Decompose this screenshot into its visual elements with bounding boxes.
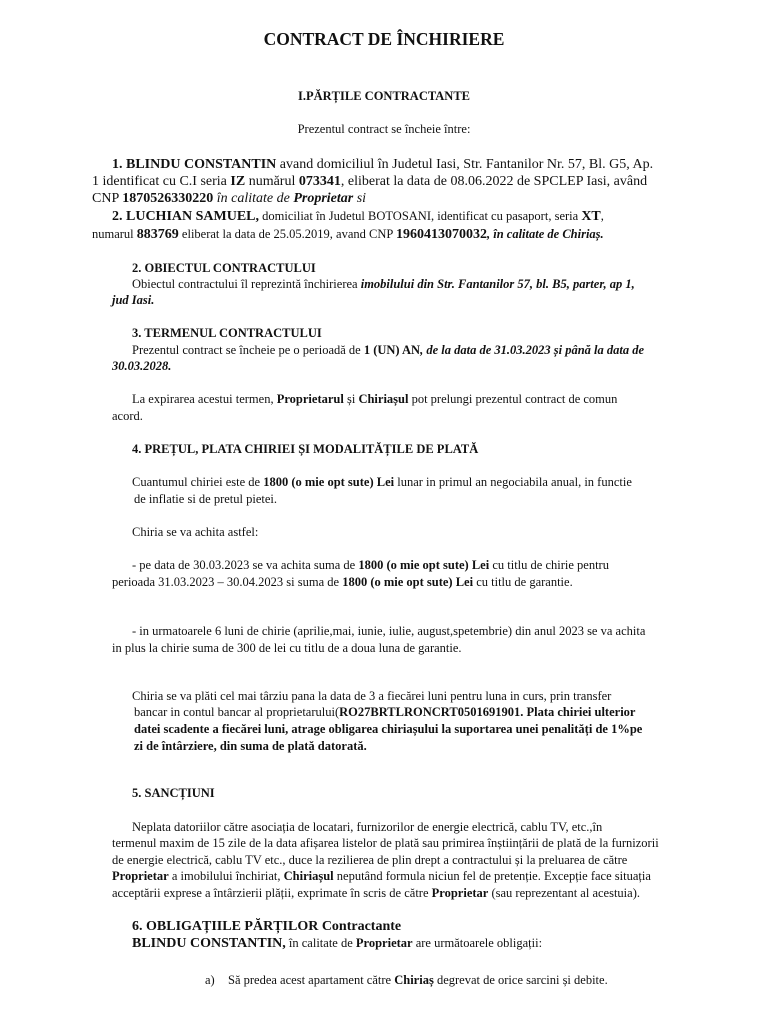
party-1-line-3: CNP 1870526330220 în calitate de Proprietar si	[92, 191, 367, 206]
deposit-installments-line-1: - in urmatoarele 6 luni de chirie (aprilie,mai, iunie, iulie, august,spetembrie) din anul 2023 se va achita	[132, 624, 646, 638]
owner-obligations-intro: BLINDU CONSTANTIN, în calitate de Proprietar are următoarele obligații:	[132, 936, 543, 951]
document-title: CONTRACT DE ÎNCHIRIERE	[263, 29, 505, 49]
obligation-a-text: Să predea acest apartament către Chiriaș degrevat de orice sarcini și debite.	[228, 973, 608, 987]
sanctions-line-5: acceptării exprese a întârzierii plății, exprimate în scris de către Proprietar (sau reprezentant al acestuia).	[112, 886, 640, 900]
obligation-a-marker: a)	[205, 973, 215, 987]
section-3-extension-line-2: acord.	[112, 409, 143, 423]
section-2-line-1: Obiectul contractului îl reprezintă închirierea imobilului din Str. Fantanilor 57, bl. B5, parter, ap 1,	[132, 277, 635, 291]
sanctions-line-4: Proprietar a imobilului închiriat, Chiriașul neputând formula niciun fel de pretenție. Excepție face situația	[112, 869, 651, 883]
party-1-line-2: 1 identificat cu C.I seria IZ numărul 073341, eliberat la data de 08.06.2022 de SPCLEP Iasi, având	[92, 174, 648, 189]
section-1-heading: I.PĂRȚILE CONTRACTANTE	[297, 89, 470, 103]
section-3-extension-line-1: La expirarea acestui termen, Proprietarul și Chiriașul pot prelungi prezentul contract de comun	[132, 392, 618, 406]
rent-amount-line-1: Cuantumul chiriei este de 1800 (o mie opt sute) Lei lunar in primul an negociabila anual, in functie	[132, 475, 632, 489]
payment-terms-line-3: datei scadente a fiecărei luni, atrage obligarea chiriașului la suportarea unei penalități de 1%pe	[134, 722, 643, 736]
party-2-line-2: numarul 883769 eliberat la data de 25.05.2019, avand CNP 1960413070032, în calitate de Chiriaș.	[92, 227, 604, 242]
payment-terms-line-1: Chiria se va plăti cel mai târziu pana la data de 3 a fiecărei luni pentru luna in curs, prin transfer	[132, 689, 612, 703]
section-4-heading: 4. PREȚUL, PLATA CHIRIEI ȘI MODALITĂȚILE DE PLATĂ	[132, 442, 479, 456]
section-3-line-2: 30.03.2028.	[112, 359, 172, 373]
section-2-heading: 2. OBIECTUL CONTRACTULUI	[132, 261, 316, 275]
first-payment-line-1: - pe data de 30.03.2023 se va achita suma de 1800 (o mie opt sute) Lei cu titlu de chirie pentru	[132, 558, 609, 572]
section-2-line-2: jud Iasi.	[112, 293, 155, 307]
rent-amount-line-2: de inflatie si de pretul pietei.	[134, 492, 278, 506]
sanctions-line-2: termenul maxim de 15 zile de la data afișarea listelor de plată sau primirea înștiințării de plată de la furnizorii	[112, 836, 659, 850]
section-6-heading: 6. OBLIGAȚIILE PĂRȚILOR Contractante	[132, 919, 402, 934]
section-3-heading: 3. TERMENUL CONTRACTULUI	[132, 326, 322, 340]
section-1-intro: Prezentul contract se încheie între:	[297, 122, 471, 136]
section-3-line-1: Prezentul contract se încheie pe o perioadă de 1 (UN) AN, de la data de 31.03.2023 și până la data de	[132, 343, 645, 357]
payment-terms-line-2: bancar in contul bancar al proprietarului(RO27BRTLRONCRT0501691901. Plata chiriei ulterior	[134, 705, 636, 719]
sanctions-line-1: Neplata datoriilor către asociația de locatari, furnizorilor de energie electrică, cablu TV, etc.,în	[132, 820, 603, 834]
sanctions-line-3: de energie electrică, cablu TV etc., duce la rezilierea de plin drept a contractului și la preluarea de către	[112, 853, 628, 867]
payment-terms-line-4: zi de întârziere, din suma de plată datorată.	[134, 739, 367, 753]
first-payment-line-2: perioada 31.03.2023 – 30.04.2023 si suma de 1800 (o mie opt sute) Lei cu titlu de garantie.	[112, 575, 573, 589]
party-2-line-1: 2. LUCHIAN SAMUEL, domiciliat în Judetul BOTOSANI, identificat cu pasaport, seria XT,	[112, 209, 604, 224]
payment-schedule-label: Chiria se va achita astfel:	[132, 525, 259, 539]
party-1-line-1: 1. BLINDU CONSTANTIN avand domiciliul în Judetul Iasi, Str. Fantanilor Nr. 57, Bl. G5, Ap.	[112, 157, 654, 172]
section-5-heading: 5. SANCȚIUNI	[132, 786, 215, 800]
deposit-installments-line-2: in plus la chirie suma de 300 de lei cu titlu de a doua luna de garantie.	[112, 641, 462, 655]
